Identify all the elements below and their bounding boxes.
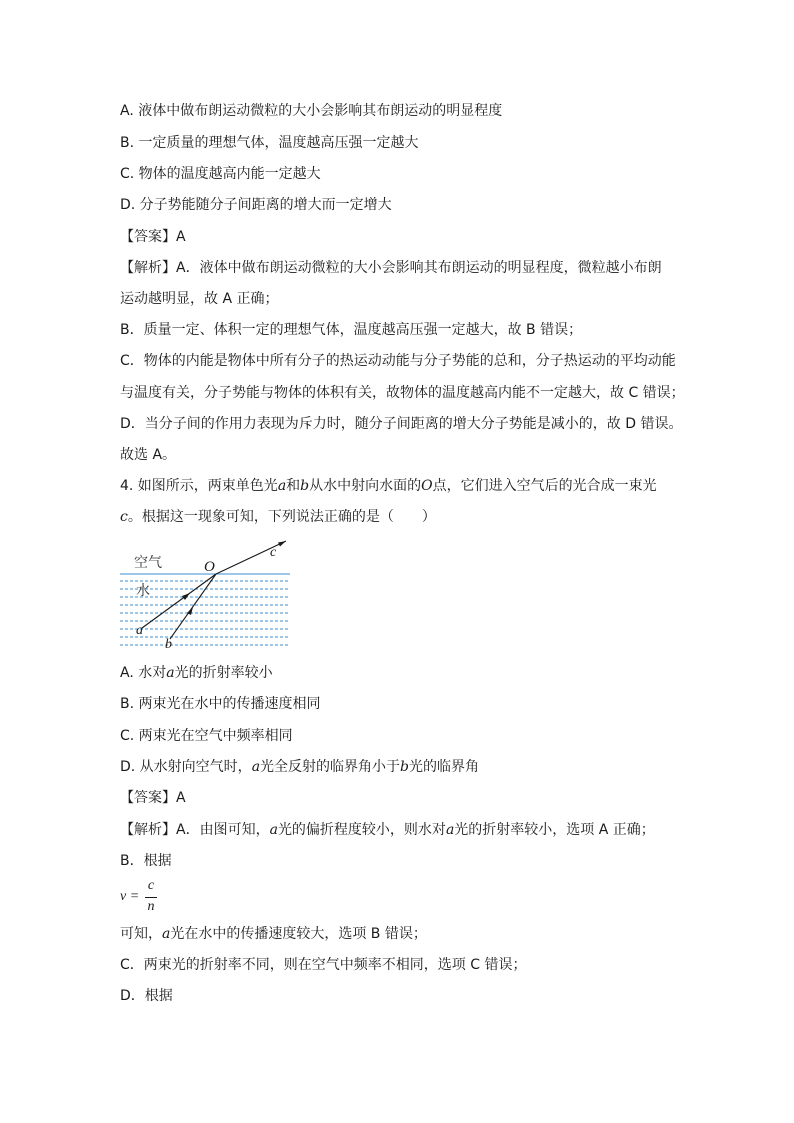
q4-option-a-var: a bbox=[166, 665, 175, 681]
q3-analysis-line-4: C．物体的内能是物体中所有分子的热运动动能与分子势能的总和，分子热运动的平均动能 bbox=[120, 353, 676, 369]
q4-stem-var-a: a bbox=[277, 478, 287, 494]
q3-analysis-line-6: D．当分子间的作用力表现为斥力时，随分子间距离的增大分子势能是减小的，故 D 错误。 bbox=[120, 416, 683, 432]
q4-analysis-text: 光的折射率较小，选项 A 正确； bbox=[454, 822, 655, 838]
q3-analysis-line-7: 故选 A。 bbox=[120, 447, 177, 463]
q4-option-b: B. 两束光在水中的传播速度相同 bbox=[120, 696, 321, 712]
q3-option-c: C. 物体的温度越高内能一定越大 bbox=[120, 166, 321, 182]
q4-analysis-line-3 bbox=[120, 924, 427, 944]
q3-analysis-line-2: 运动越明显，故 A 正确； bbox=[120, 291, 279, 307]
q4-option-a-text: 光的折射率较小 bbox=[174, 665, 273, 681]
q4-analysis-line-4: C．两束光的折射率不同，则在空气中频率不相同，选项 C 错误； bbox=[120, 957, 527, 973]
q4-stem-line-2 bbox=[120, 507, 436, 527]
fraction-bar bbox=[145, 897, 157, 898]
q4-stem-text: 从水中射向水面的 bbox=[309, 478, 422, 494]
q4-option-d-var-b: b bbox=[400, 759, 410, 775]
ray-a-line bbox=[142, 574, 216, 628]
q3-option-d: D. 分子势能随分子间距离的增大而一定增大 bbox=[120, 197, 392, 213]
q4-analysis-text: 可知， bbox=[120, 926, 162, 942]
q4-analysis-var: a bbox=[445, 822, 455, 838]
q4-analysis-var: a bbox=[162, 926, 171, 942]
q4-stem-text: 。根据这一现象可知，下列说法正确的是（ ） bbox=[127, 509, 436, 525]
q4-analysis-line-2: B．根据 bbox=[120, 853, 172, 869]
ray-a-label: a bbox=[136, 623, 143, 638]
q4-answer: 【答案】A bbox=[120, 790, 186, 806]
q4-analysis-line-5: D．根据 bbox=[120, 988, 173, 1004]
air-label: 空气 bbox=[134, 554, 162, 570]
q4-option-a-text: A. 水对 bbox=[120, 665, 167, 681]
q4-analysis-var: a bbox=[269, 822, 278, 838]
q3-option-a: A. 液体中做布朗运动微粒的大小会影响其布朗运动的明显程度 bbox=[120, 103, 503, 119]
q4-stem-line-1 bbox=[120, 476, 657, 496]
ray-c-label: c bbox=[270, 545, 277, 560]
ray-b-label: b bbox=[165, 637, 172, 650]
formula-lhs: v = bbox=[120, 889, 140, 904]
q3-answer: 【答案】A bbox=[120, 229, 186, 245]
q4-option-c: C. 两束光在空气中频率相同 bbox=[120, 728, 293, 744]
q4-option-a bbox=[120, 663, 273, 683]
water-label: 水 bbox=[136, 582, 150, 598]
q3-option-b: B. 一定质量的理想气体，温度越高压强一定越大 bbox=[120, 135, 419, 151]
ray-a-arrow bbox=[182, 593, 190, 600]
ray-c-arrow bbox=[278, 541, 286, 547]
q4-stem-var-b: b bbox=[300, 478, 310, 494]
q4-stem-text: 4. 如图所示，两束单色光 bbox=[120, 478, 278, 494]
q3-analysis-line-1: 【解析】A．液体中做布朗运动微粒的大小会影响其布朗运动的明显程度，微粒越小布朗 bbox=[120, 260, 662, 276]
point-o-label: O bbox=[204, 559, 215, 575]
q4-option-d-text: 光的临界角 bbox=[409, 759, 480, 775]
q4-option-d-text: 光全反射的临界角小于 bbox=[260, 759, 401, 775]
formula-numerator: c bbox=[147, 878, 155, 893]
q4-stem-var-o: O bbox=[421, 478, 433, 494]
q3-analysis-line-3: B．质量一定、体积一定的理想气体，温度越高压强一定越大，故 B 错误； bbox=[120, 322, 583, 338]
q3-analysis-line-5: 与温度有关，分子势能与物体的体积有关，故物体的温度越高内能不一定越大，故 C 错误； bbox=[120, 385, 685, 401]
q4-analysis-text: 光的偏折程度较小，则水对 bbox=[277, 822, 446, 838]
q4-option-d bbox=[120, 757, 479, 777]
refraction-figure bbox=[120, 538, 292, 650]
q4-option-d-var-a: a bbox=[251, 759, 261, 775]
formula-denominator: n bbox=[147, 899, 155, 914]
q4-analysis-text: 【解析】A．由图可知， bbox=[120, 822, 270, 838]
q4-stem-text: 点，它们进入空气后的光合成一束光 bbox=[432, 478, 657, 494]
q4-stem-var-c: c bbox=[120, 509, 128, 525]
q4-stem-text: 和 bbox=[286, 478, 301, 494]
q4-analysis-text: 光在水中的传播速度较大，选项 B 错误； bbox=[170, 926, 427, 942]
q4-option-d-text: D. 从水射向空气时， bbox=[120, 759, 252, 775]
q4-analysis-line-1 bbox=[120, 820, 655, 840]
velocity-formula bbox=[120, 878, 160, 918]
